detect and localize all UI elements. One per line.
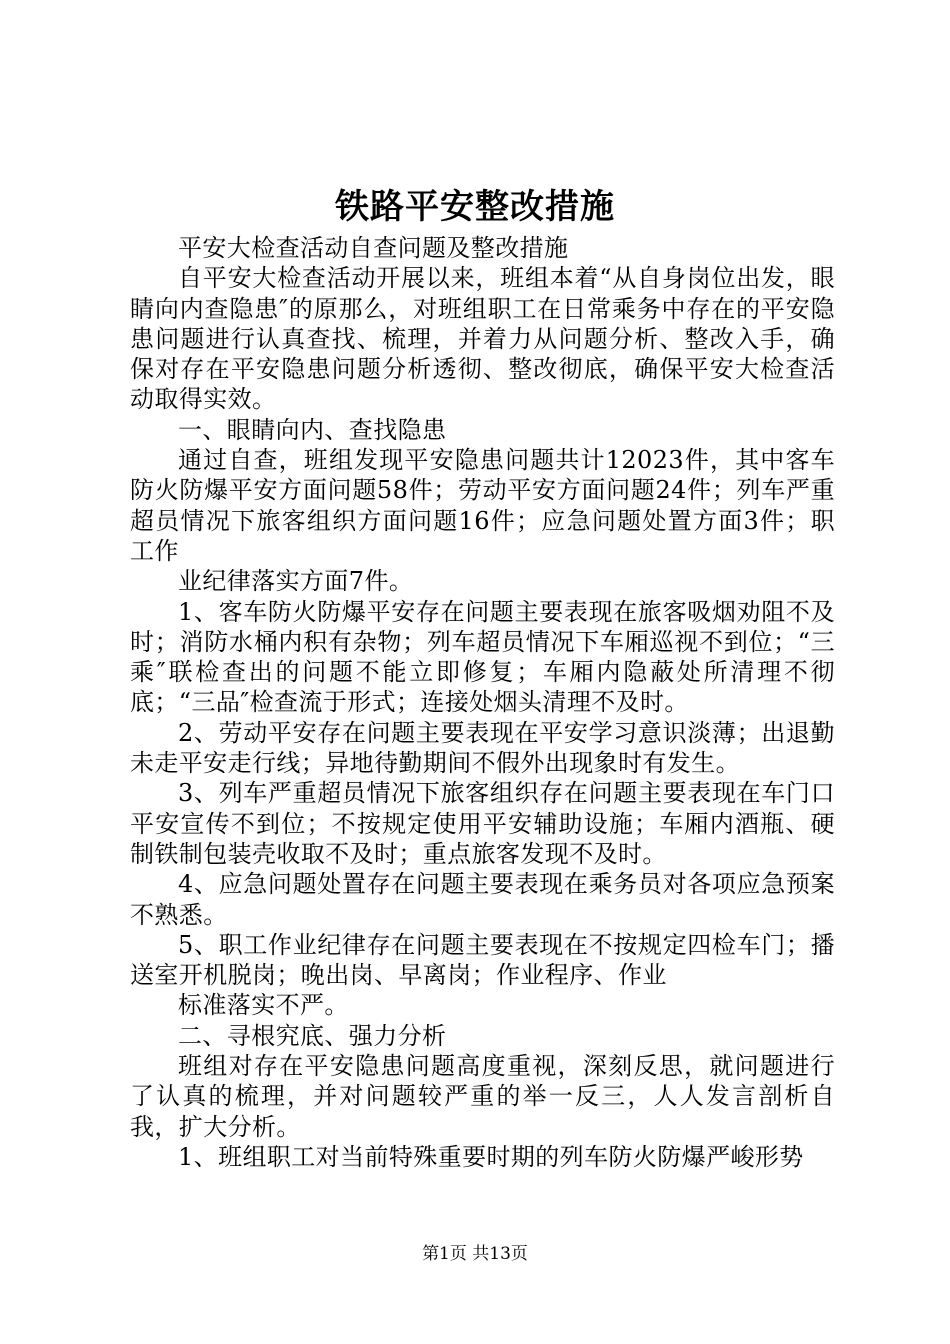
paragraph: 3、列车严重超员情况下旅客组织存在问题主要表现在车门口平安宣传不到位；不按规定使用平安辅助设施；车厢内酒瓶、硬制铁制包装壳收取不及时；重点旅客发现不及时。 xyxy=(130,779,835,868)
paragraph: 平安大检查活动自查问题及整改措施 xyxy=(178,234,569,262)
paragraph: 1、班组职工对当前特殊重要时期的列车防火防爆严峻形势 xyxy=(178,1142,804,1171)
section-heading: 二、寻根究底、强力分析 xyxy=(178,1021,447,1050)
paragraph: 4、应急问题处置存在问题主要表现在乘务员对各项应急预案不熟悉。 xyxy=(130,870,835,929)
paragraph: 自平安大检查活动开展以来，班组本着“从自身岗位出发，眼睛向内查隐患″的原那么，对班组职工在日常乘务中存在的平安隐患问题进行认真查找、梳理，并着力从问题分析、整改入手，确保对存在平安隐患问题分析透彻、整改彻底，确保平安大检查活动取得实效。 xyxy=(130,264,835,414)
paragraph: 通过自查，班组发现平安隐患问题共计12023件，其中客车防火防爆平安方面问题58件；劳动平安方面问题24件；列车严重超员情况下旅客组织方面问题16件；应急问题处置方面3件；职工作 xyxy=(130,446,835,565)
paragraph: 班组对存在平安隐患问题高度重视，深刻反思，就问题进行了认真的梳理，并对问题较严重的举一反三，人人发言剖析自我，扩大分析。 xyxy=(130,1052,835,1141)
document-title: 铁路平安整改措施 xyxy=(335,187,615,227)
section-heading: 一、眼睛向内、查找隐患 xyxy=(178,415,447,444)
page-total: 共13页 xyxy=(472,1244,528,1264)
paragraph: 2、劳动平安存在问题主要表现在平安学习意识淡薄；出退勤未走平安走行线；异地待勤期间不假外出现象时有发生。 xyxy=(130,718,835,778)
paragraph: 1、客车防火防爆平安存在问题主要表现在旅客吸烟劝阻不及时；消防水桶内积有杂物；列车超员情况下车厢巡视不到位；“三乘″联检查出的问题不能立即修复；车厢内隐蔽处所清理不彻底；“三品″检查流于形式；连接处烟头清理不及时。 xyxy=(130,597,835,717)
page-footer xyxy=(0,1242,950,1266)
paragraph: 业纪律落实方面7件。 xyxy=(178,567,414,596)
paragraph: 5、职工作业纪律存在问题主要表现在不按规定四检车门；播送室开机脱岗；晚出岗、早离岗；作业程序、作业 xyxy=(130,930,835,990)
paragraph: 标准落实不严。 xyxy=(178,991,349,1020)
document-body xyxy=(130,233,835,1172)
page-number: 第1页 xyxy=(422,1244,467,1264)
